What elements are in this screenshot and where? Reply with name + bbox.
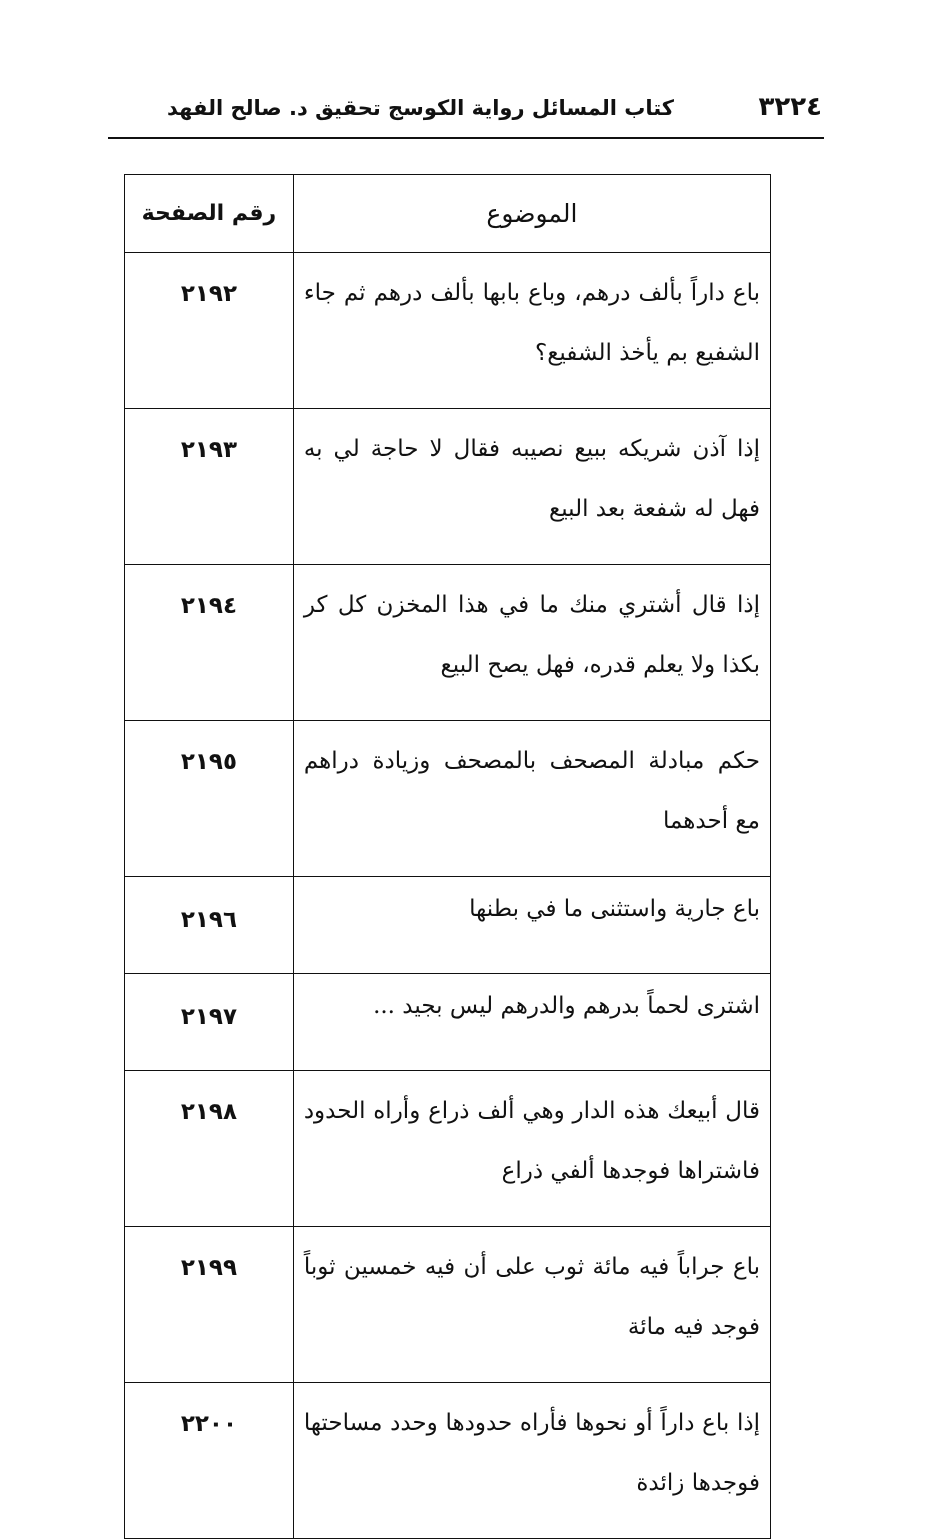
- topic-cell: قال أبيعك هذه الدار وهي ألف ذراع وأراه الحدود فاشتراها فوجدها ألفي ذراع: [293, 1071, 770, 1227]
- table-row: [125, 253, 771, 409]
- page-cell: ٢١٩٧: [125, 974, 294, 1071]
- header-divider: [108, 137, 824, 139]
- topic-cell: حكم مبادلة المصحف بالمصحف وزيادة دراهم مع أحدهما: [293, 721, 770, 877]
- page-cell: ٢١٩٣: [125, 409, 294, 565]
- table-row: [125, 1071, 771, 1227]
- page-cell: ٢١٩٦: [125, 877, 294, 974]
- table-row: [125, 1227, 771, 1383]
- topic-cell: باع داراً بألف درهم، وباع بابها بألف درهم ثم جاء الشفيع بم يأخذ الشفيع؟: [293, 253, 770, 409]
- page-cell: ٢١٩٥: [125, 721, 294, 877]
- table-header-row: [125, 175, 771, 253]
- page-cell: ٢١٩٤: [125, 565, 294, 721]
- page-cell: ٢١٩٢: [125, 253, 294, 409]
- index-table: [124, 174, 771, 1539]
- table-row: [125, 409, 771, 565]
- table-row: [125, 1383, 771, 1539]
- table-row: [125, 974, 771, 1071]
- topic-cell: اشترى لحماً بدرهم والدرهم ليس بجيد ...: [293, 974, 770, 1071]
- topic-cell: باع جراباً فيه مائة ثوب على أن فيه خمسين ثوباً فوجد فيه مائة: [293, 1227, 770, 1383]
- page-cell: ٢٢٠٠: [125, 1383, 294, 1539]
- column-header-page: رقم الصفحة: [125, 175, 294, 253]
- topic-cell: باع جارية واستثنى ما في بطنها: [293, 877, 770, 974]
- page-header: [108, 92, 824, 132]
- column-header-topic: الموضوع: [293, 175, 770, 253]
- topic-cell: إذا باع داراً أو نحوها فأراه حدودها وحدد مساحتها فوجدها زائدة: [293, 1383, 770, 1539]
- page-cell: ٢١٩٨: [125, 1071, 294, 1227]
- topic-cell: إذا قال أشتري منك ما في هذا المخزن كل كر بكذا ولا يعلم قدره، فهل يصح البيع: [293, 565, 770, 721]
- page-number: ٣٢٢٤: [758, 92, 822, 122]
- table-row: [125, 721, 771, 877]
- running-title: كتاب المسائل رواية الكوسج تحقيق د. صالح الفهد: [167, 96, 674, 120]
- table-row: [125, 877, 771, 974]
- page-cell: ٢١٩٩: [125, 1227, 294, 1383]
- table-row: [125, 565, 771, 721]
- topic-cell: إذا آذن شريكه ببيع نصيبه فقال لا حاجة لي به فهل له شفعة بعد البيع: [293, 409, 770, 565]
